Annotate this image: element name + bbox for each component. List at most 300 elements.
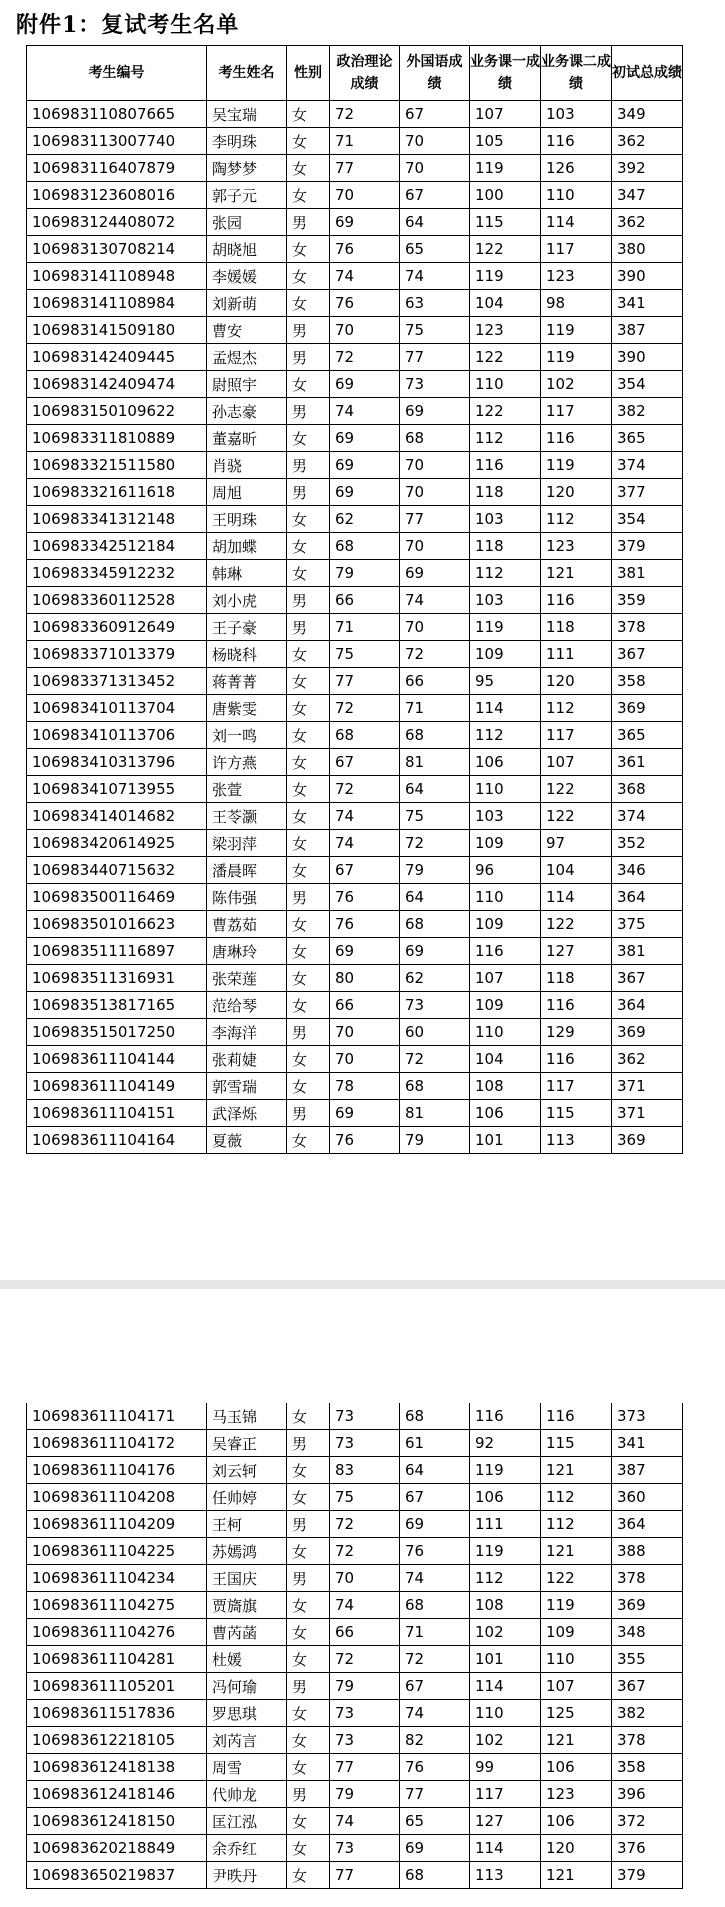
cell-course-1: 107 <box>470 965 541 992</box>
table-row <box>27 506 683 533</box>
cell-politics: 71 <box>330 614 400 641</box>
cell-politics: 72 <box>330 1538 400 1565</box>
cell-id: 106983113007740 <box>27 128 207 155</box>
cell-politics: 79 <box>330 1781 400 1808</box>
cell-total: 347 <box>612 182 683 209</box>
cell-politics: 77 <box>330 1862 400 1889</box>
cell-politics: 69 <box>330 452 400 479</box>
cell-name: 张园 <box>207 209 287 236</box>
candidate-table-page1 <box>26 45 683 1154</box>
cell-course-1: 110 <box>470 371 541 398</box>
cell-total: 354 <box>612 506 683 533</box>
cell-course-2: 102 <box>541 371 612 398</box>
table-row <box>27 1430 683 1457</box>
table-row <box>27 425 683 452</box>
cell-course-2: 110 <box>541 182 612 209</box>
cell-name: 李明珠 <box>207 128 287 155</box>
table-row <box>27 803 683 830</box>
cell-course-2: 121 <box>541 560 612 587</box>
cell-course-2: 127 <box>541 938 612 965</box>
cell-name: 张萱 <box>207 776 287 803</box>
candidate-table-page2 <box>26 1403 683 1889</box>
table-row <box>27 1403 683 1430</box>
table-row <box>27 236 683 263</box>
cell-course-1: 118 <box>470 479 541 506</box>
cell-politics: 62 <box>330 506 400 533</box>
cell-foreign-language: 70 <box>400 479 470 506</box>
header-course-2: 业务课二成绩 <box>541 46 612 101</box>
cell-course-2: 122 <box>541 1565 612 1592</box>
cell-politics: 72 <box>330 1646 400 1673</box>
cell-total: 378 <box>612 614 683 641</box>
cell-id: 106983345912232 <box>27 560 207 587</box>
cell-id: 106983515017250 <box>27 1019 207 1046</box>
cell-course-2: 122 <box>541 776 612 803</box>
cell-course-2: 123 <box>541 263 612 290</box>
cell-course-2: 117 <box>541 1073 612 1100</box>
cell-id: 106983611104209 <box>27 1511 207 1538</box>
table-row <box>27 1700 683 1727</box>
cell-course-2: 112 <box>541 1484 612 1511</box>
cell-foreign-language: 62 <box>400 965 470 992</box>
cell-politics: 74 <box>330 398 400 425</box>
cell-course-1: 119 <box>470 1538 541 1565</box>
cell-course-1: 117 <box>470 1781 541 1808</box>
cell-name: 韩琳 <box>207 560 287 587</box>
table-row <box>27 641 683 668</box>
cell-total: 364 <box>612 884 683 911</box>
cell-politics: 69 <box>330 1100 400 1127</box>
cell-id: 106983142409474 <box>27 371 207 398</box>
cell-course-1: 103 <box>470 803 541 830</box>
cell-name: 任帅婷 <box>207 1484 287 1511</box>
cell-course-2: 119 <box>541 1592 612 1619</box>
cell-politics: 80 <box>330 965 400 992</box>
cell-name: 梁羽萍 <box>207 830 287 857</box>
cell-course-2: 122 <box>541 803 612 830</box>
cell-foreign-language: 67 <box>400 182 470 209</box>
cell-total: 367 <box>612 1673 683 1700</box>
cell-total: 379 <box>612 533 683 560</box>
cell-total: 368 <box>612 776 683 803</box>
cell-id: 106983612418150 <box>27 1808 207 1835</box>
cell-name: 尉照宇 <box>207 371 287 398</box>
cell-total: 387 <box>612 317 683 344</box>
cell-gender: 女 <box>287 533 330 560</box>
cell-course-2: 129 <box>541 1019 612 1046</box>
cell-total: 392 <box>612 155 683 182</box>
cell-total: 367 <box>612 641 683 668</box>
table-row <box>27 587 683 614</box>
table-row <box>27 1835 683 1862</box>
cell-total: 341 <box>612 1430 683 1457</box>
cell-total: 388 <box>612 1538 683 1565</box>
cell-foreign-language: 65 <box>400 236 470 263</box>
cell-foreign-language: 68 <box>400 1592 470 1619</box>
cell-total: 348 <box>612 1619 683 1646</box>
cell-foreign-language: 70 <box>400 128 470 155</box>
cell-politics: 74 <box>330 1808 400 1835</box>
cell-id: 106983124408072 <box>27 209 207 236</box>
cell-politics: 77 <box>330 668 400 695</box>
cell-name: 刘芮言 <box>207 1727 287 1754</box>
cell-id: 106983611104172 <box>27 1430 207 1457</box>
cell-course-1: 101 <box>470 1646 541 1673</box>
cell-politics: 66 <box>330 1619 400 1646</box>
cell-course-2: 110 <box>541 1646 612 1673</box>
cell-course-1: 108 <box>470 1073 541 1100</box>
cell-foreign-language: 81 <box>400 1100 470 1127</box>
cell-foreign-language: 60 <box>400 1019 470 1046</box>
cell-course-1: 109 <box>470 911 541 938</box>
cell-gender: 女 <box>287 938 330 965</box>
cell-politics: 72 <box>330 776 400 803</box>
header-foreign-language: 外国语成绩 <box>400 46 470 101</box>
cell-name: 王明珠 <box>207 506 287 533</box>
cell-name: 蒋菁菁 <box>207 668 287 695</box>
cell-total: 358 <box>612 1754 683 1781</box>
cell-foreign-language: 74 <box>400 263 470 290</box>
cell-total: 369 <box>612 695 683 722</box>
cell-id: 106983612418146 <box>27 1781 207 1808</box>
cell-foreign-language: 70 <box>400 452 470 479</box>
header-politics: 政治理论成绩 <box>330 46 400 101</box>
cell-course-2: 111 <box>541 641 612 668</box>
cell-id: 106983611104281 <box>27 1646 207 1673</box>
cell-foreign-language: 68 <box>400 425 470 452</box>
cell-name: 胡晓旭 <box>207 236 287 263</box>
cell-course-2: 123 <box>541 533 612 560</box>
cell-total: 374 <box>612 452 683 479</box>
cell-gender: 女 <box>287 1127 330 1154</box>
cell-id: 106983414014682 <box>27 803 207 830</box>
cell-gender: 女 <box>287 722 330 749</box>
cell-course-1: 119 <box>470 614 541 641</box>
cell-id: 106983410113704 <box>27 695 207 722</box>
cell-total: 378 <box>612 1565 683 1592</box>
cell-course-1: 113 <box>470 1862 541 1889</box>
cell-foreign-language: 77 <box>400 506 470 533</box>
cell-foreign-language: 69 <box>400 1835 470 1862</box>
cell-gender: 女 <box>287 101 330 128</box>
cell-foreign-language: 67 <box>400 1484 470 1511</box>
header-name: 考生姓名 <box>207 46 287 101</box>
cell-course-2: 116 <box>541 992 612 1019</box>
cell-id: 106983511316931 <box>27 965 207 992</box>
cell-foreign-language: 68 <box>400 1862 470 1889</box>
table-row <box>27 1673 683 1700</box>
cell-course-2: 121 <box>541 1862 612 1889</box>
cell-gender: 男 <box>287 587 330 614</box>
cell-id: 106983611104144 <box>27 1046 207 1073</box>
cell-course-2: 112 <box>541 1511 612 1538</box>
cell-foreign-language: 69 <box>400 398 470 425</box>
table-row <box>27 209 683 236</box>
cell-course-1: 103 <box>470 587 541 614</box>
table-row <box>27 1046 683 1073</box>
cell-foreign-language: 64 <box>400 884 470 911</box>
header-gender: 性别 <box>287 46 330 101</box>
cell-course-2: 125 <box>541 1700 612 1727</box>
cell-politics: 72 <box>330 695 400 722</box>
cell-course-2: 117 <box>541 722 612 749</box>
cell-id: 106983141108984 <box>27 290 207 317</box>
cell-gender: 男 <box>287 452 330 479</box>
cell-total: 376 <box>612 1835 683 1862</box>
cell-course-1: 92 <box>470 1430 541 1457</box>
cell-politics: 75 <box>330 1484 400 1511</box>
cell-id: 106983311810889 <box>27 425 207 452</box>
cell-gender: 女 <box>287 425 330 452</box>
cell-gender: 男 <box>287 317 330 344</box>
table-row <box>27 1484 683 1511</box>
table-row <box>27 1538 683 1565</box>
cell-course-2: 126 <box>541 155 612 182</box>
cell-course-1: 110 <box>470 1700 541 1727</box>
cell-politics: 76 <box>330 884 400 911</box>
cell-total: 369 <box>612 1019 683 1046</box>
cell-id: 106983650219837 <box>27 1862 207 1889</box>
cell-gender: 女 <box>287 1808 330 1835</box>
cell-gender: 男 <box>287 1673 330 1700</box>
table-row <box>27 344 683 371</box>
cell-foreign-language: 70 <box>400 155 470 182</box>
cell-course-1: 106 <box>470 1100 541 1127</box>
cell-gender: 男 <box>287 1565 330 1592</box>
cell-id: 106983130708214 <box>27 236 207 263</box>
cell-foreign-language: 72 <box>400 830 470 857</box>
cell-name: 许方燕 <box>207 749 287 776</box>
cell-total: 359 <box>612 587 683 614</box>
table-row <box>27 155 683 182</box>
cell-foreign-language: 67 <box>400 1673 470 1700</box>
table-row <box>27 1127 683 1154</box>
cell-name: 唐紫雯 <box>207 695 287 722</box>
cell-name: 夏薇 <box>207 1127 287 1154</box>
cell-foreign-language: 75 <box>400 317 470 344</box>
cell-id: 106983141108948 <box>27 263 207 290</box>
cell-course-1: 118 <box>470 533 541 560</box>
cell-course-2: 97 <box>541 830 612 857</box>
cell-course-1: 122 <box>470 398 541 425</box>
cell-foreign-language: 81 <box>400 749 470 776</box>
cell-course-1: 119 <box>470 155 541 182</box>
table-row <box>27 1457 683 1484</box>
table-row <box>27 1100 683 1127</box>
table-row <box>27 1073 683 1100</box>
cell-name: 周雪 <box>207 1754 287 1781</box>
cell-gender: 男 <box>287 1100 330 1127</box>
cell-total: 360 <box>612 1484 683 1511</box>
cell-gender: 女 <box>287 1592 330 1619</box>
cell-total: 372 <box>612 1808 683 1835</box>
cell-total: 365 <box>612 722 683 749</box>
cell-course-1: 102 <box>470 1727 541 1754</box>
cell-politics: 75 <box>330 641 400 668</box>
table-body-page2 <box>27 1403 683 1889</box>
cell-name: 张荣莲 <box>207 965 287 992</box>
cell-course-1: 95 <box>470 668 541 695</box>
cell-name: 孟煜杰 <box>207 344 287 371</box>
cell-gender: 男 <box>287 209 330 236</box>
cell-course-1: 109 <box>470 992 541 1019</box>
cell-politics: 72 <box>330 344 400 371</box>
cell-gender: 女 <box>287 506 330 533</box>
cell-foreign-language: 68 <box>400 911 470 938</box>
cell-name: 王国庆 <box>207 1565 287 1592</box>
cell-gender: 男 <box>287 884 330 911</box>
cell-politics: 77 <box>330 1754 400 1781</box>
cell-total: 375 <box>612 911 683 938</box>
cell-gender: 女 <box>287 236 330 263</box>
cell-id: 106983620218849 <box>27 1835 207 1862</box>
cell-foreign-language: 79 <box>400 857 470 884</box>
table-row <box>27 992 683 1019</box>
cell-id: 106983611104164 <box>27 1127 207 1154</box>
cell-politics: 76 <box>330 1127 400 1154</box>
cell-course-2: 116 <box>541 128 612 155</box>
cell-name: 武泽烁 <box>207 1100 287 1127</box>
cell-course-2: 115 <box>541 1100 612 1127</box>
cell-gender: 女 <box>287 1646 330 1673</box>
cell-course-1: 112 <box>470 1565 541 1592</box>
cell-id: 106983150109622 <box>27 398 207 425</box>
cell-total: 354 <box>612 371 683 398</box>
cell-course-1: 127 <box>470 1808 541 1835</box>
cell-total: 390 <box>612 344 683 371</box>
cell-gender: 女 <box>287 857 330 884</box>
cell-gender: 男 <box>287 479 330 506</box>
cell-course-1: 102 <box>470 1619 541 1646</box>
cell-name: 潘晨晖 <box>207 857 287 884</box>
cell-total: 355 <box>612 1646 683 1673</box>
cell-course-2: 103 <box>541 101 612 128</box>
cell-gender: 男 <box>287 1430 330 1457</box>
cell-name: 肖骁 <box>207 452 287 479</box>
cell-course-1: 112 <box>470 560 541 587</box>
cell-course-1: 110 <box>470 776 541 803</box>
cell-course-1: 100 <box>470 182 541 209</box>
cell-course-1: 110 <box>470 1019 541 1046</box>
cell-course-2: 120 <box>541 479 612 506</box>
cell-id: 106983500116469 <box>27 884 207 911</box>
cell-id: 106983371013379 <box>27 641 207 668</box>
cell-course-1: 119 <box>470 263 541 290</box>
cell-name: 曹安 <box>207 317 287 344</box>
table-row <box>27 776 683 803</box>
cell-foreign-language: 73 <box>400 371 470 398</box>
table-row <box>27 830 683 857</box>
cell-name: 曹荔茹 <box>207 911 287 938</box>
cell-name: 杜媛 <box>207 1646 287 1673</box>
cell-politics: 69 <box>330 371 400 398</box>
cell-id: 106983611104276 <box>27 1619 207 1646</box>
cell-name: 匡江泓 <box>207 1808 287 1835</box>
cell-id: 106983611104151 <box>27 1100 207 1127</box>
cell-gender: 女 <box>287 1862 330 1889</box>
cell-name: 陈伟强 <box>207 884 287 911</box>
cell-id: 106983511116897 <box>27 938 207 965</box>
cell-politics: 76 <box>330 290 400 317</box>
cell-gender: 女 <box>287 1538 330 1565</box>
cell-politics: 74 <box>330 1592 400 1619</box>
cell-total: 377 <box>612 479 683 506</box>
table-row <box>27 1592 683 1619</box>
cell-name: 唐琳玲 <box>207 938 287 965</box>
cell-gender: 男 <box>287 398 330 425</box>
cell-politics: 69 <box>330 479 400 506</box>
cell-course-2: 112 <box>541 506 612 533</box>
cell-foreign-language: 76 <box>400 1538 470 1565</box>
cell-foreign-language: 74 <box>400 1565 470 1592</box>
cell-id: 106983360912649 <box>27 614 207 641</box>
cell-gender: 女 <box>287 830 330 857</box>
cell-course-1: 111 <box>470 1511 541 1538</box>
cell-politics: 70 <box>330 1565 400 1592</box>
cell-course-2: 117 <box>541 236 612 263</box>
cell-politics: 73 <box>330 1700 400 1727</box>
cell-gender: 女 <box>287 911 330 938</box>
cell-gender: 女 <box>287 776 330 803</box>
cell-id: 106983342512184 <box>27 533 207 560</box>
cell-politics: 73 <box>330 1727 400 1754</box>
cell-foreign-language: 61 <box>400 1430 470 1457</box>
cell-id: 106983142409445 <box>27 344 207 371</box>
cell-id: 106983501016623 <box>27 911 207 938</box>
cell-id: 106983612418138 <box>27 1754 207 1781</box>
cell-gender: 女 <box>287 749 330 776</box>
cell-id: 106983410313796 <box>27 749 207 776</box>
header-id: 考生编号 <box>27 46 207 101</box>
table-row <box>27 1565 683 1592</box>
cell-total: 381 <box>612 938 683 965</box>
table-row <box>27 263 683 290</box>
table-row <box>27 1754 683 1781</box>
table-row <box>27 1862 683 1889</box>
cell-total: 361 <box>612 749 683 776</box>
cell-politics: 68 <box>330 722 400 749</box>
cell-name: 李海洋 <box>207 1019 287 1046</box>
cell-name: 冯何瑜 <box>207 1673 287 1700</box>
cell-politics: 73 <box>330 1430 400 1457</box>
cell-name: 郭子元 <box>207 182 287 209</box>
cell-id: 106983611104171 <box>27 1403 207 1430</box>
cell-politics: 71 <box>330 128 400 155</box>
cell-id: 106983410713955 <box>27 776 207 803</box>
cell-foreign-language: 76 <box>400 1754 470 1781</box>
cell-foreign-language: 69 <box>400 560 470 587</box>
cell-gender: 女 <box>287 155 330 182</box>
cell-politics: 70 <box>330 1019 400 1046</box>
cell-politics: 70 <box>330 317 400 344</box>
cell-total: 382 <box>612 398 683 425</box>
cell-course-2: 98 <box>541 290 612 317</box>
cell-gender: 女 <box>287 1727 330 1754</box>
cell-name: 曹芮菡 <box>207 1619 287 1646</box>
cell-total: 378 <box>612 1727 683 1754</box>
cell-course-1: 114 <box>470 1673 541 1700</box>
cell-course-2: 113 <box>541 1127 612 1154</box>
page-title: 附件1：复试考生名单 <box>16 12 240 38</box>
cell-course-2: 121 <box>541 1457 612 1484</box>
cell-politics: 74 <box>330 263 400 290</box>
table-body-page1 <box>27 101 683 1154</box>
cell-course-1: 104 <box>470 290 541 317</box>
cell-course-2: 119 <box>541 452 612 479</box>
table-row <box>27 911 683 938</box>
table-row <box>27 614 683 641</box>
cell-gender: 男 <box>287 1781 330 1808</box>
